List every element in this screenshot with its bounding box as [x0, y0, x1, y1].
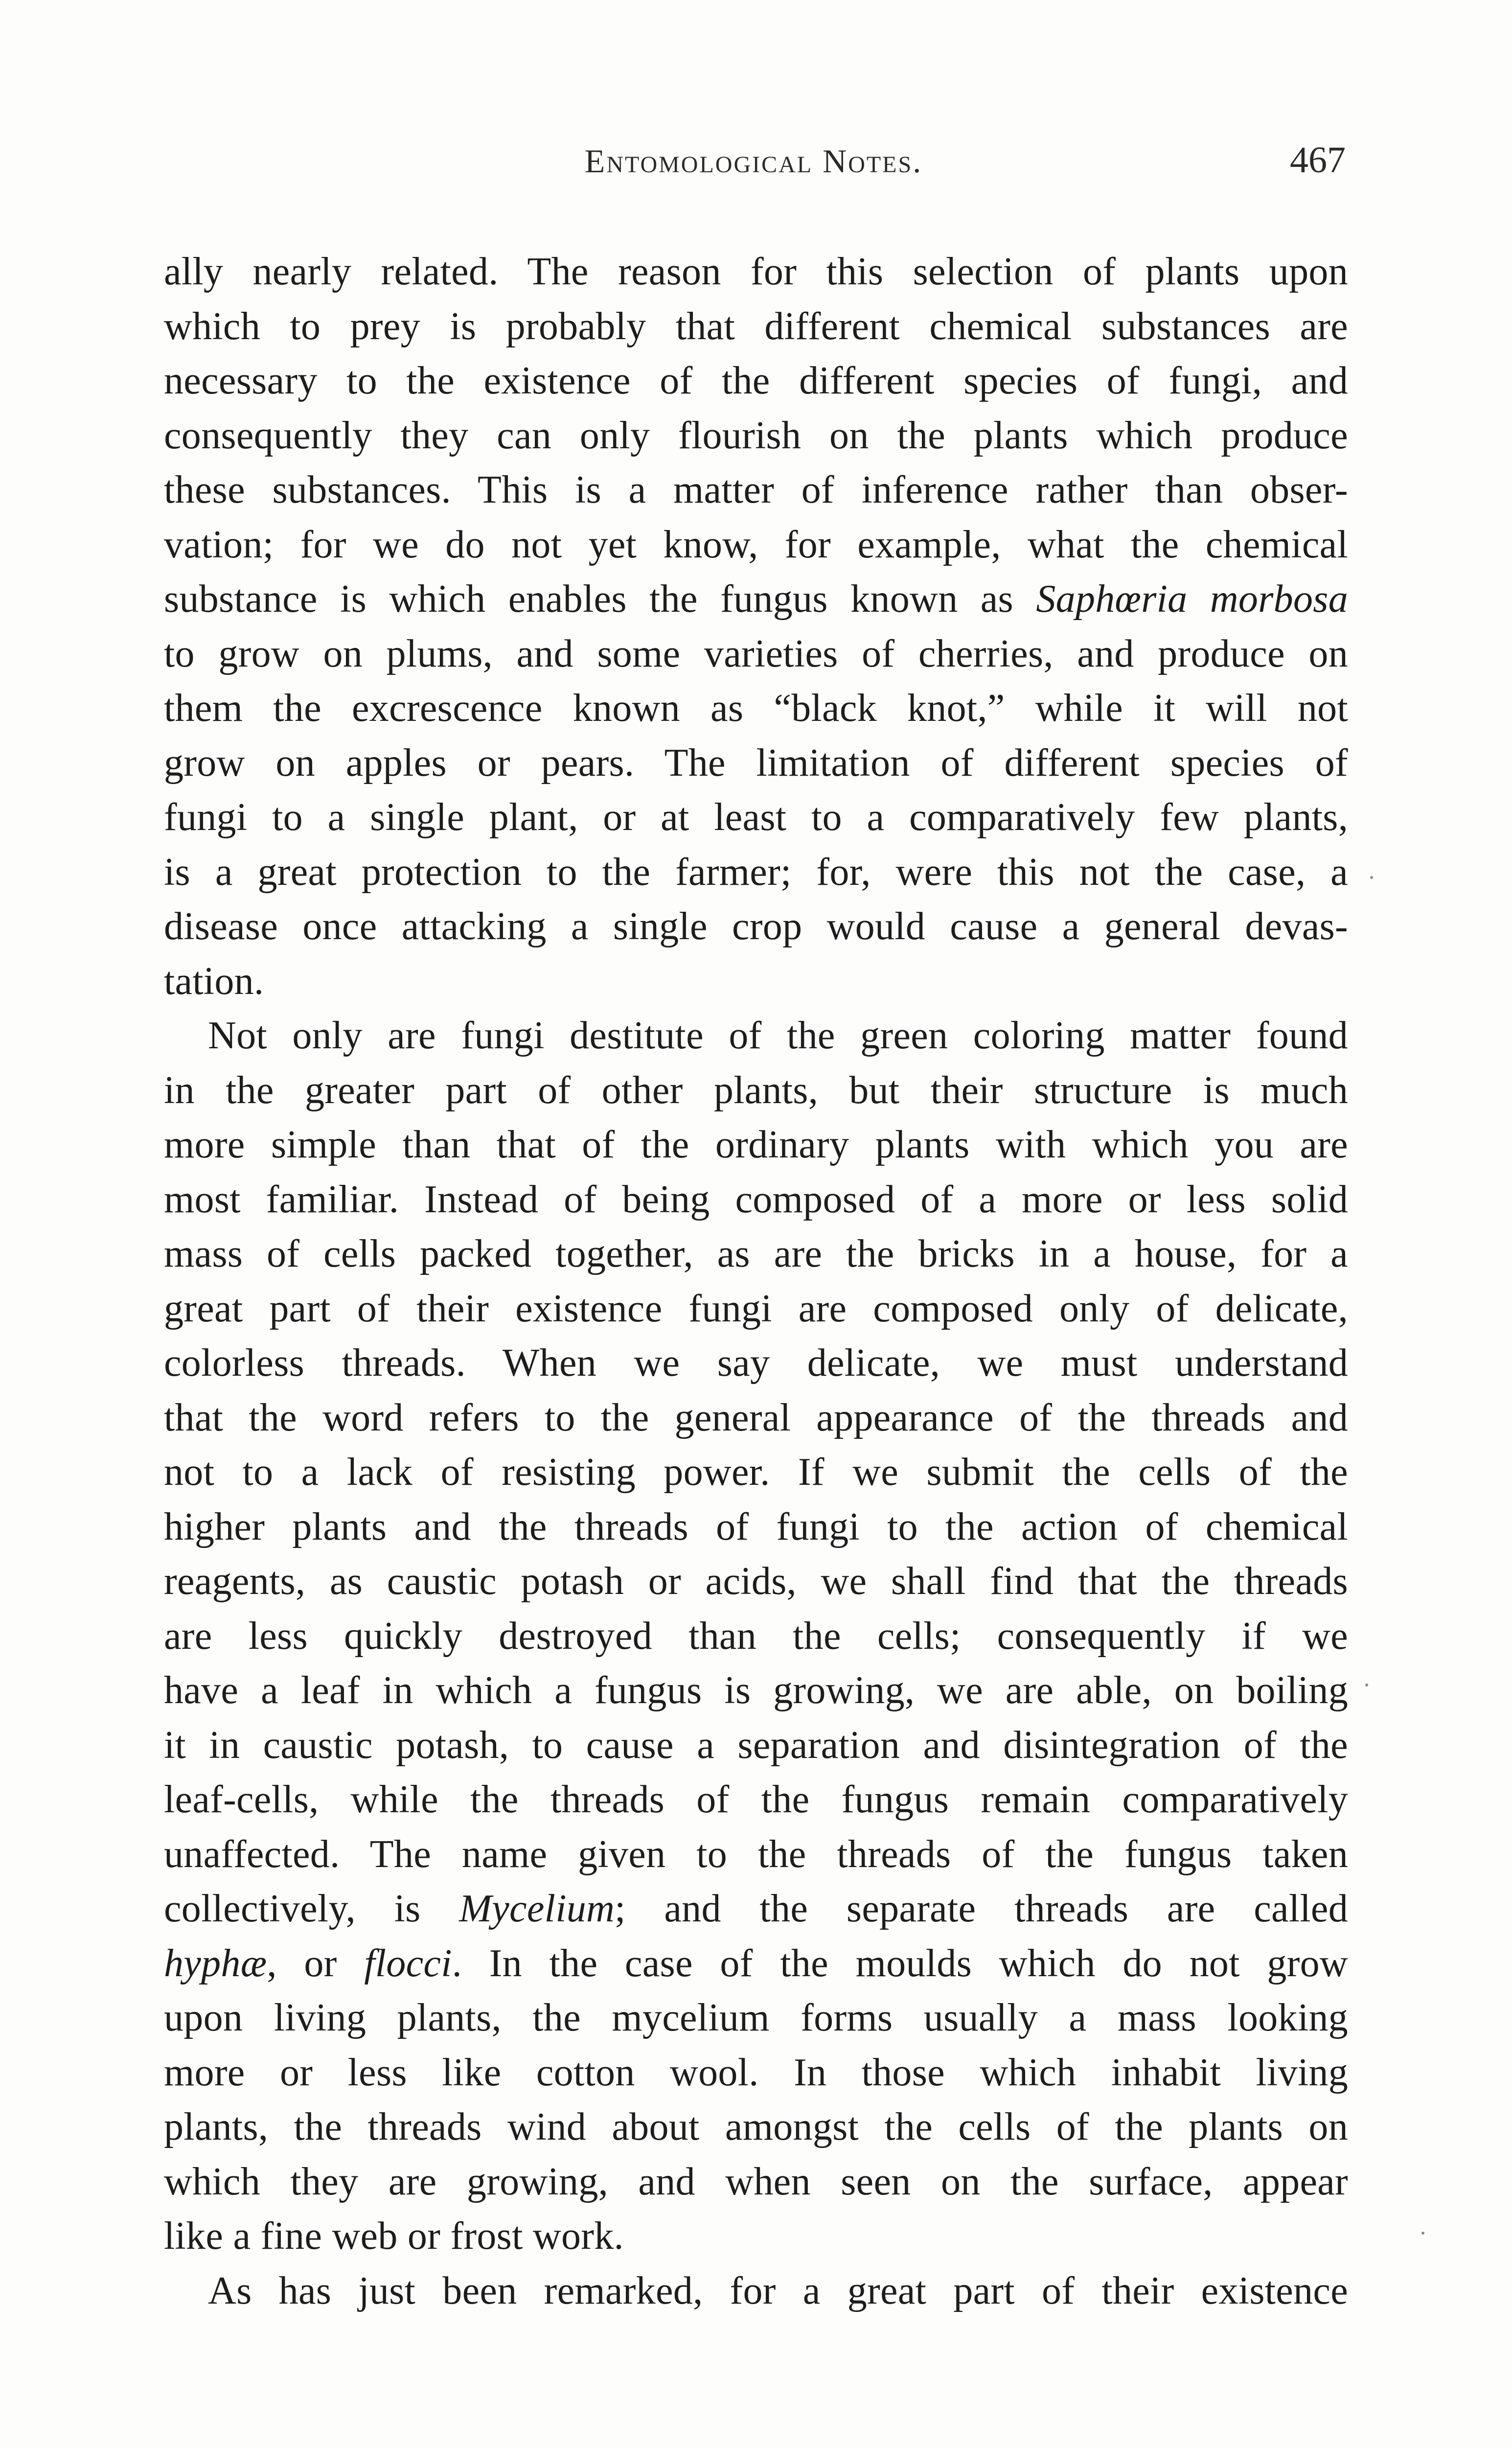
text-line: grow on apples or pears. The limitation of different species of [164, 741, 1348, 785]
text-line: them the excrescence known as “black knot,” while it will not [164, 687, 1348, 730]
text-line: upon living plants, the mycelium forms usually a mass looking [164, 1996, 1348, 2039]
text-line: like a fine web or frost work. [164, 2215, 624, 2258]
text-line: colorless threads. When we say delicate, we must understand [164, 1341, 1348, 1385]
text-line: it in caustic potash, to cause a separation and disintegration of the [164, 1723, 1348, 1767]
page-number: 467 [1290, 139, 1346, 181]
text-line-italic-term: collectively, is Mycelium; and the separate threads are called [164, 1887, 1348, 1930]
paragraph-2 [164, 1009, 1348, 2264]
text-line-italic-species: substance is which enables the fungus known as Saphœria morbosa [164, 577, 1348, 621]
text-line: vation; for we do not yet know, for example, what the chemical [164, 523, 1348, 566]
text-line: in the greater part of other plants, but their structure is much [164, 1068, 1348, 1112]
text-line: plants, the threads wind about amongst the cells of the plants on [164, 2105, 1348, 2148]
text-line-italic-term: hyphæ, or flocci. In the case of the moulds which do not grow [164, 1941, 1349, 1985]
text-line: which they are growing, and when seen on the surface, appear [164, 2160, 1348, 2203]
text-line: necessary to the existence of the different species of fungi, and [164, 359, 1348, 402]
body-text [164, 245, 1348, 2318]
text-line: have a leaf in which a fungus is growing, we are able, on boiling [164, 1669, 1348, 1712]
text-line: are less quickly destroyed than the cells; consequently if we [164, 1614, 1348, 1658]
running-head [161, 139, 1346, 196]
paragraph-1 [164, 245, 1348, 1009]
text-line: more or less like cotton wool. In those which inhabit living [164, 2051, 1348, 2094]
paragraph-3 [164, 2264, 1348, 2319]
text-line: fungi to a single plant, or at least to a comparatively few plants, [164, 796, 1348, 839]
text-line: consequently they can only flourish on the plants which produce [164, 414, 1348, 457]
text-line: which to prey is probably that different chemical substances are [164, 304, 1348, 348]
paper-speck [1365, 1684, 1368, 1686]
text-line: unaffected. The name given to the threads of the fungus taken [164, 1832, 1348, 1876]
text-line: that the word refers to the general appearance of the threads and [164, 1396, 1348, 1439]
text-line: these substances. This is a matter of inference rather than obser- [164, 468, 1348, 511]
text-line: leaf-cells, while the threads of the fungus remain comparatively [164, 1778, 1348, 1821]
running-title: Entomological Notes. [584, 142, 923, 180]
text-line: As has just been remarked, for a great part of their existence [208, 2269, 1348, 2312]
text-line: not to a lack of resisting power. If we submit the cells of the [164, 1451, 1348, 1494]
text-line: great part of their existence fungi are composed only of delicate, [164, 1287, 1348, 1330]
text-line: to grow on plums, and some varieties of cherries, and produce on [164, 632, 1348, 675]
paper-speck [1421, 2232, 1424, 2235]
text-line: higher plants and the threads of fungi to the action of chemical [164, 1505, 1348, 1548]
text-line: most familiar. Instead of being composed of a more or less solid [164, 1177, 1348, 1221]
paper-speck [1370, 876, 1373, 879]
text-line: reagents, as caustic potash or acids, we shall find that the threads [164, 1560, 1348, 1603]
text-line: disease once attacking a single crop would cause a general devas- [164, 905, 1348, 948]
text-line: ally nearly related. The reason for this selection of plants upon [164, 250, 1348, 293]
text-line: Not only are fungi destitute of the green coloring matter found [208, 1014, 1348, 1057]
text-line: mass of cells packed together, as are the bricks in a house, for a [164, 1232, 1348, 1275]
text-line: tation. [164, 959, 264, 1003]
text-line: more simple than that of the ordinary plants with which you are [164, 1123, 1348, 1166]
text-line: is a great protection to the farmer; for, were this not the case, a [164, 850, 1348, 894]
